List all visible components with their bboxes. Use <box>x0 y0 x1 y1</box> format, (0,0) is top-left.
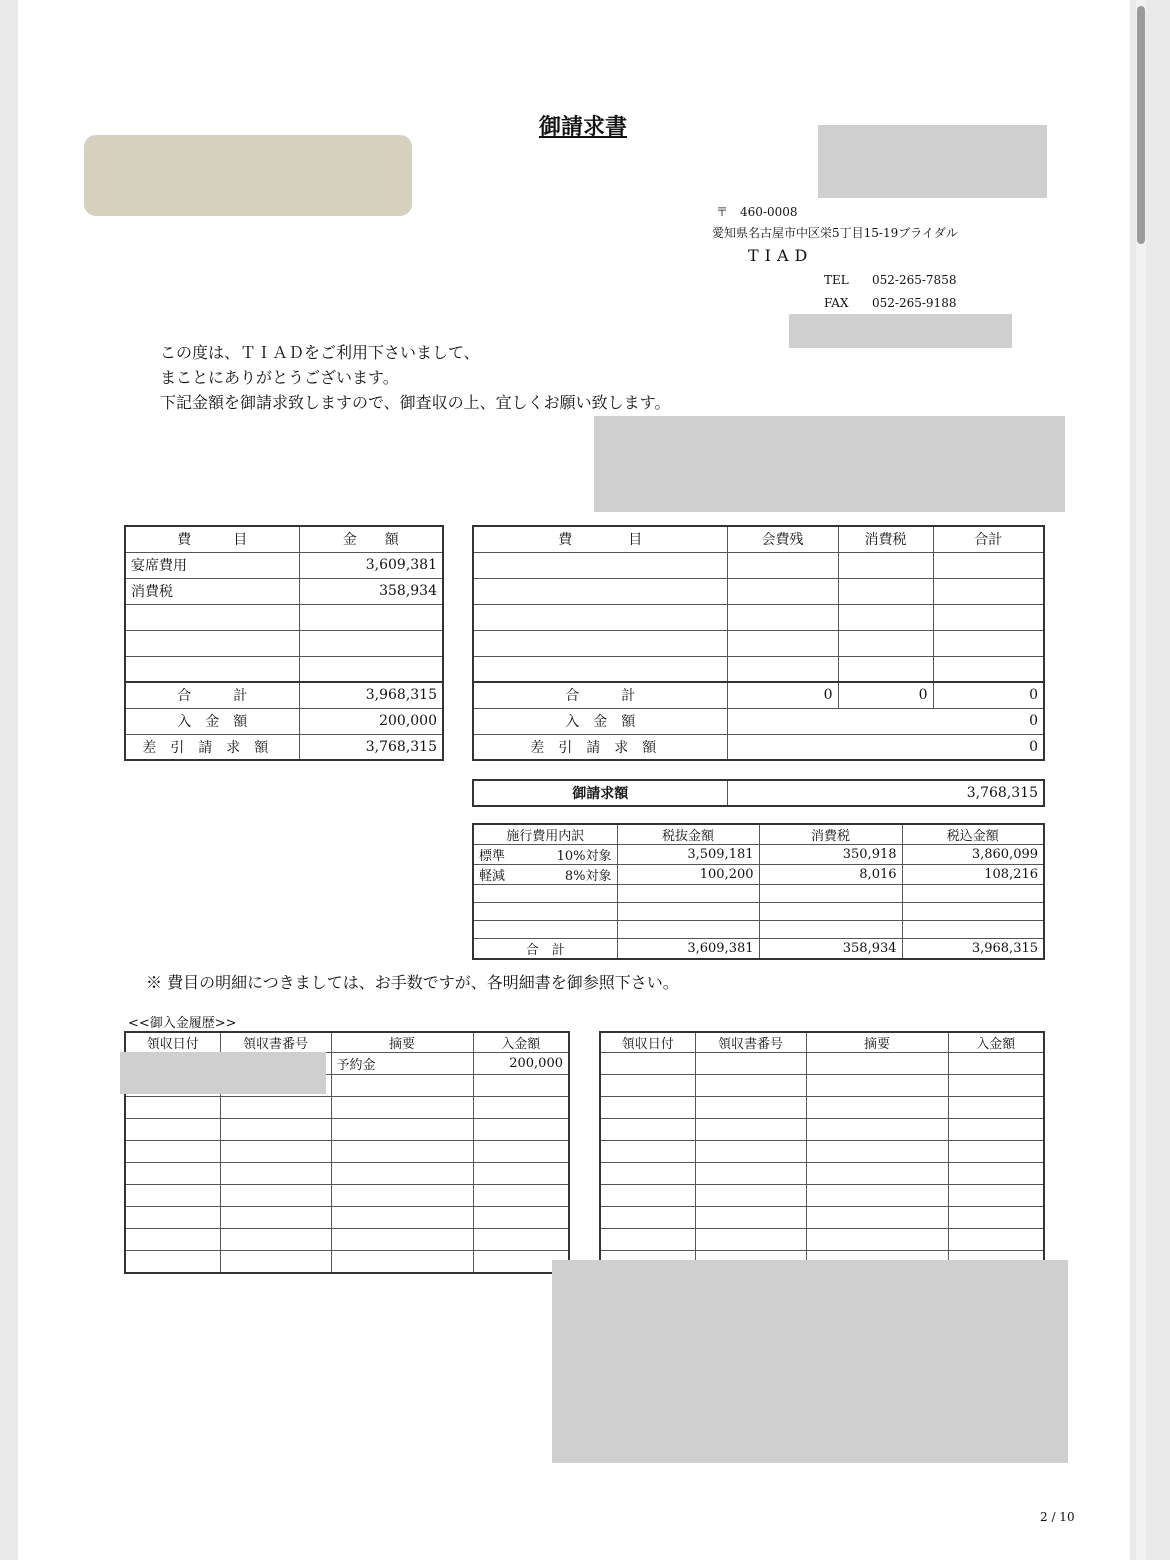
paid-label: 入 金 額 <box>125 708 299 734</box>
empty-cell <box>902 885 1044 903</box>
header-cell: 摘要 <box>806 1032 948 1053</box>
empty-cell <box>331 1075 473 1097</box>
invoice-amount-value: 3,768,315 <box>727 780 1044 806</box>
reference-note: ※ 費目の明細につきましては、お手数ですが、各明細書を御参照下さい。 <box>146 973 679 992</box>
intro-text <box>160 340 670 415</box>
header-cell: 合計 <box>933 526 1044 552</box>
header-cell: 消費税 <box>759 824 902 845</box>
document-title: 御請求書 <box>538 114 627 140</box>
redacted-block <box>789 314 1012 348</box>
empty-cell <box>299 656 443 682</box>
net-amount: 3,509,181 <box>617 845 759 865</box>
empty-cell <box>125 1185 220 1207</box>
empty-cell <box>695 1229 806 1251</box>
empty-cell <box>948 1229 1044 1251</box>
empty-cell <box>473 604 727 630</box>
header-cell: 税抜金額 <box>617 824 759 845</box>
tax-rate: 10%対象 <box>525 845 617 865</box>
header-cell: 領収日付 <box>600 1032 695 1053</box>
tax-category: 軽減 <box>473 865 525 885</box>
header-cell: 消費税 <box>838 526 933 552</box>
empty-cell <box>331 1251 473 1273</box>
empty-cell <box>473 630 727 656</box>
postal-code: 〒 460-0008 <box>716 205 798 219</box>
gross-amount: 108,216 <box>902 865 1044 885</box>
empty-cell <box>727 656 838 682</box>
header-cell: 領収書番号 <box>220 1032 331 1053</box>
paid-value: 200,000 <box>299 708 443 734</box>
empty-cell <box>948 1163 1044 1185</box>
gross-amount: 3,860,099 <box>902 845 1044 865</box>
header-cell: 費 目 <box>473 526 727 552</box>
empty-cell <box>806 1053 948 1075</box>
total-label: 合 計 <box>125 682 299 708</box>
empty-cell <box>695 1163 806 1185</box>
total-value: 0 <box>933 682 1044 708</box>
empty-cell <box>600 1053 695 1075</box>
item-cell: 宴席費用 <box>125 552 299 578</box>
empty-cell <box>806 1185 948 1207</box>
empty-cell <box>948 1075 1044 1097</box>
empty-cell <box>473 552 727 578</box>
empty-cell <box>695 1097 806 1119</box>
empty-cell <box>600 1163 695 1185</box>
redacted-block <box>818 125 1047 198</box>
empty-cell <box>331 1141 473 1163</box>
empty-cell <box>948 1097 1044 1119</box>
balance-label: 差引請求額 <box>473 734 727 760</box>
empty-cell <box>838 604 933 630</box>
empty-cell <box>902 921 1044 939</box>
tax-total-net: 3,609,381 <box>617 939 759 960</box>
fax-number: 052-265-9188 <box>872 296 957 310</box>
empty-cell <box>220 1163 331 1185</box>
payment-history-right <box>599 1031 1045 1274</box>
empty-cell <box>759 885 902 903</box>
tax-total-label: 合 計 <box>473 939 617 960</box>
empty-cell <box>727 604 838 630</box>
empty-cell <box>220 1141 331 1163</box>
deposit-amount-cell: 200,000 <box>473 1053 569 1075</box>
tax-total-gross: 3,968,315 <box>902 939 1044 960</box>
empty-cell <box>948 1185 1044 1207</box>
payment-history-label: <<御入金履歴>> <box>128 1016 237 1031</box>
empty-cell <box>695 1185 806 1207</box>
empty-cell <box>473 578 727 604</box>
empty-cell <box>473 1075 569 1097</box>
empty-cell <box>948 1207 1044 1229</box>
empty-cell <box>759 921 902 939</box>
paid-value: 0 <box>727 708 1044 734</box>
empty-cell <box>933 656 1044 682</box>
tel-label: TEL <box>824 273 849 287</box>
empty-cell <box>331 1207 473 1229</box>
empty-cell <box>473 921 617 939</box>
empty-cell <box>617 921 759 939</box>
header-cell: 領収日付 <box>125 1032 220 1053</box>
empty-cell <box>695 1053 806 1075</box>
empty-cell <box>806 1075 948 1097</box>
empty-cell <box>695 1075 806 1097</box>
empty-cell <box>933 552 1044 578</box>
invoice-amount-box <box>472 779 1045 807</box>
empty-cell <box>838 552 933 578</box>
empty-cell <box>600 1141 695 1163</box>
empty-cell <box>220 1097 331 1119</box>
empty-cell <box>331 1185 473 1207</box>
header-cell: 入金額 <box>473 1032 569 1053</box>
empty-cell <box>473 903 617 921</box>
fax-label: FAX <box>824 296 849 310</box>
empty-cell <box>600 1097 695 1119</box>
summary-table-left <box>124 525 444 761</box>
tax-amount: 8,016 <box>759 865 902 885</box>
empty-cell <box>473 1207 569 1229</box>
empty-cell <box>600 1185 695 1207</box>
empty-cell <box>948 1053 1044 1075</box>
empty-cell <box>695 1119 806 1141</box>
empty-cell <box>299 604 443 630</box>
tax-breakdown-table <box>472 823 1045 960</box>
paid-label: 入 金 額 <box>473 708 727 734</box>
empty-cell <box>473 1185 569 1207</box>
empty-cell <box>600 1119 695 1141</box>
scrollbar-thumb[interactable] <box>1137 6 1145 244</box>
empty-cell <box>473 1119 569 1141</box>
redacted-block <box>552 1260 1068 1463</box>
empty-cell <box>125 630 299 656</box>
summary-table-right <box>472 525 1045 761</box>
tax-rate: 8%対象 <box>525 865 617 885</box>
empty-cell <box>806 1207 948 1229</box>
empty-cell <box>331 1119 473 1141</box>
empty-cell <box>125 1097 220 1119</box>
empty-cell <box>299 630 443 656</box>
invoice-amount-label: 御請求額 <box>473 780 727 806</box>
empty-cell <box>695 1141 806 1163</box>
empty-cell <box>948 1119 1044 1141</box>
amount-cell: 358,934 <box>299 578 443 604</box>
empty-cell <box>806 1229 948 1251</box>
empty-cell <box>125 1229 220 1251</box>
intro-line: この度は、ＴＩＡＤをご利用下さいまして、 <box>160 343 480 362</box>
empty-cell <box>473 1163 569 1185</box>
total-value: 0 <box>727 682 838 708</box>
empty-cell <box>331 1097 473 1119</box>
empty-cell <box>220 1185 331 1207</box>
empty-cell <box>125 656 299 682</box>
empty-cell <box>806 1141 948 1163</box>
empty-cell <box>220 1207 331 1229</box>
header-cell: 入金額 <box>948 1032 1044 1053</box>
empty-cell <box>617 885 759 903</box>
empty-cell <box>727 552 838 578</box>
header-cell: 摘要 <box>331 1032 473 1053</box>
empty-cell <box>473 1097 569 1119</box>
header-cell: 領収書番号 <box>695 1032 806 1053</box>
empty-cell <box>933 578 1044 604</box>
tax-total-tax: 358,934 <box>759 939 902 960</box>
total-value: 3,968,315 <box>299 682 443 708</box>
empty-cell <box>838 656 933 682</box>
empty-cell <box>695 1207 806 1229</box>
intro-line: 下記金額を御請求致しますので、御査収の上、宜しくお願い致します。 <box>160 393 671 412</box>
empty-cell <box>806 1163 948 1185</box>
empty-cell <box>838 578 933 604</box>
empty-cell <box>125 1207 220 1229</box>
tel-number: 052-265-7858 <box>872 273 957 287</box>
item-cell: 消費税 <box>125 578 299 604</box>
empty-cell <box>933 604 1044 630</box>
empty-cell <box>600 1207 695 1229</box>
header-cell: 金 額 <box>299 526 443 552</box>
empty-cell <box>759 903 902 921</box>
total-value: 0 <box>838 682 933 708</box>
balance-value: 3,768,315 <box>299 734 443 760</box>
balance-value: 0 <box>727 734 1044 760</box>
amount-cell: 3,609,381 <box>299 552 443 578</box>
page-number: 2 / 10 <box>1040 1510 1075 1524</box>
net-amount: 100,200 <box>617 865 759 885</box>
empty-cell <box>473 885 617 903</box>
summary-cell: 予約金 <box>331 1053 473 1075</box>
tax-category: 標準 <box>473 845 525 865</box>
empty-cell <box>473 1141 569 1163</box>
redacted-block <box>594 416 1065 512</box>
empty-cell <box>933 630 1044 656</box>
empty-cell <box>331 1229 473 1251</box>
empty-cell <box>902 903 1044 921</box>
empty-cell <box>600 1229 695 1251</box>
empty-cell <box>220 1229 331 1251</box>
company-name: TIAD <box>748 246 814 265</box>
empty-cell <box>473 656 727 682</box>
header-cell: 会費残 <box>727 526 838 552</box>
empty-cell <box>806 1097 948 1119</box>
empty-cell <box>125 1251 220 1273</box>
tax-amount: 350,918 <box>759 845 902 865</box>
empty-cell <box>125 604 299 630</box>
empty-cell <box>125 1119 220 1141</box>
empty-cell <box>806 1119 948 1141</box>
header-cell: 税込金額 <box>902 824 1044 845</box>
empty-cell <box>727 578 838 604</box>
empty-cell <box>125 1141 220 1163</box>
header-cell: 施行費用内訳 <box>473 824 617 845</box>
redacted-recipient <box>84 135 412 216</box>
empty-cell <box>125 1163 220 1185</box>
empty-cell <box>727 630 838 656</box>
total-label: 合 計 <box>473 682 727 708</box>
company-address: 愛知県名古屋市中区栄5丁目15-19ブライダル <box>712 226 958 240</box>
intro-line: まことにありがとうございます。 <box>160 368 399 387</box>
empty-cell <box>220 1251 331 1273</box>
empty-cell <box>617 903 759 921</box>
empty-cell <box>838 630 933 656</box>
header-cell: 費 目 <box>125 526 299 552</box>
redacted-block <box>120 1052 326 1094</box>
empty-cell <box>600 1075 695 1097</box>
balance-label: 差引請求額 <box>125 734 299 760</box>
empty-cell <box>331 1163 473 1185</box>
empty-cell <box>220 1119 331 1141</box>
empty-cell <box>473 1229 569 1251</box>
empty-cell <box>948 1141 1044 1163</box>
